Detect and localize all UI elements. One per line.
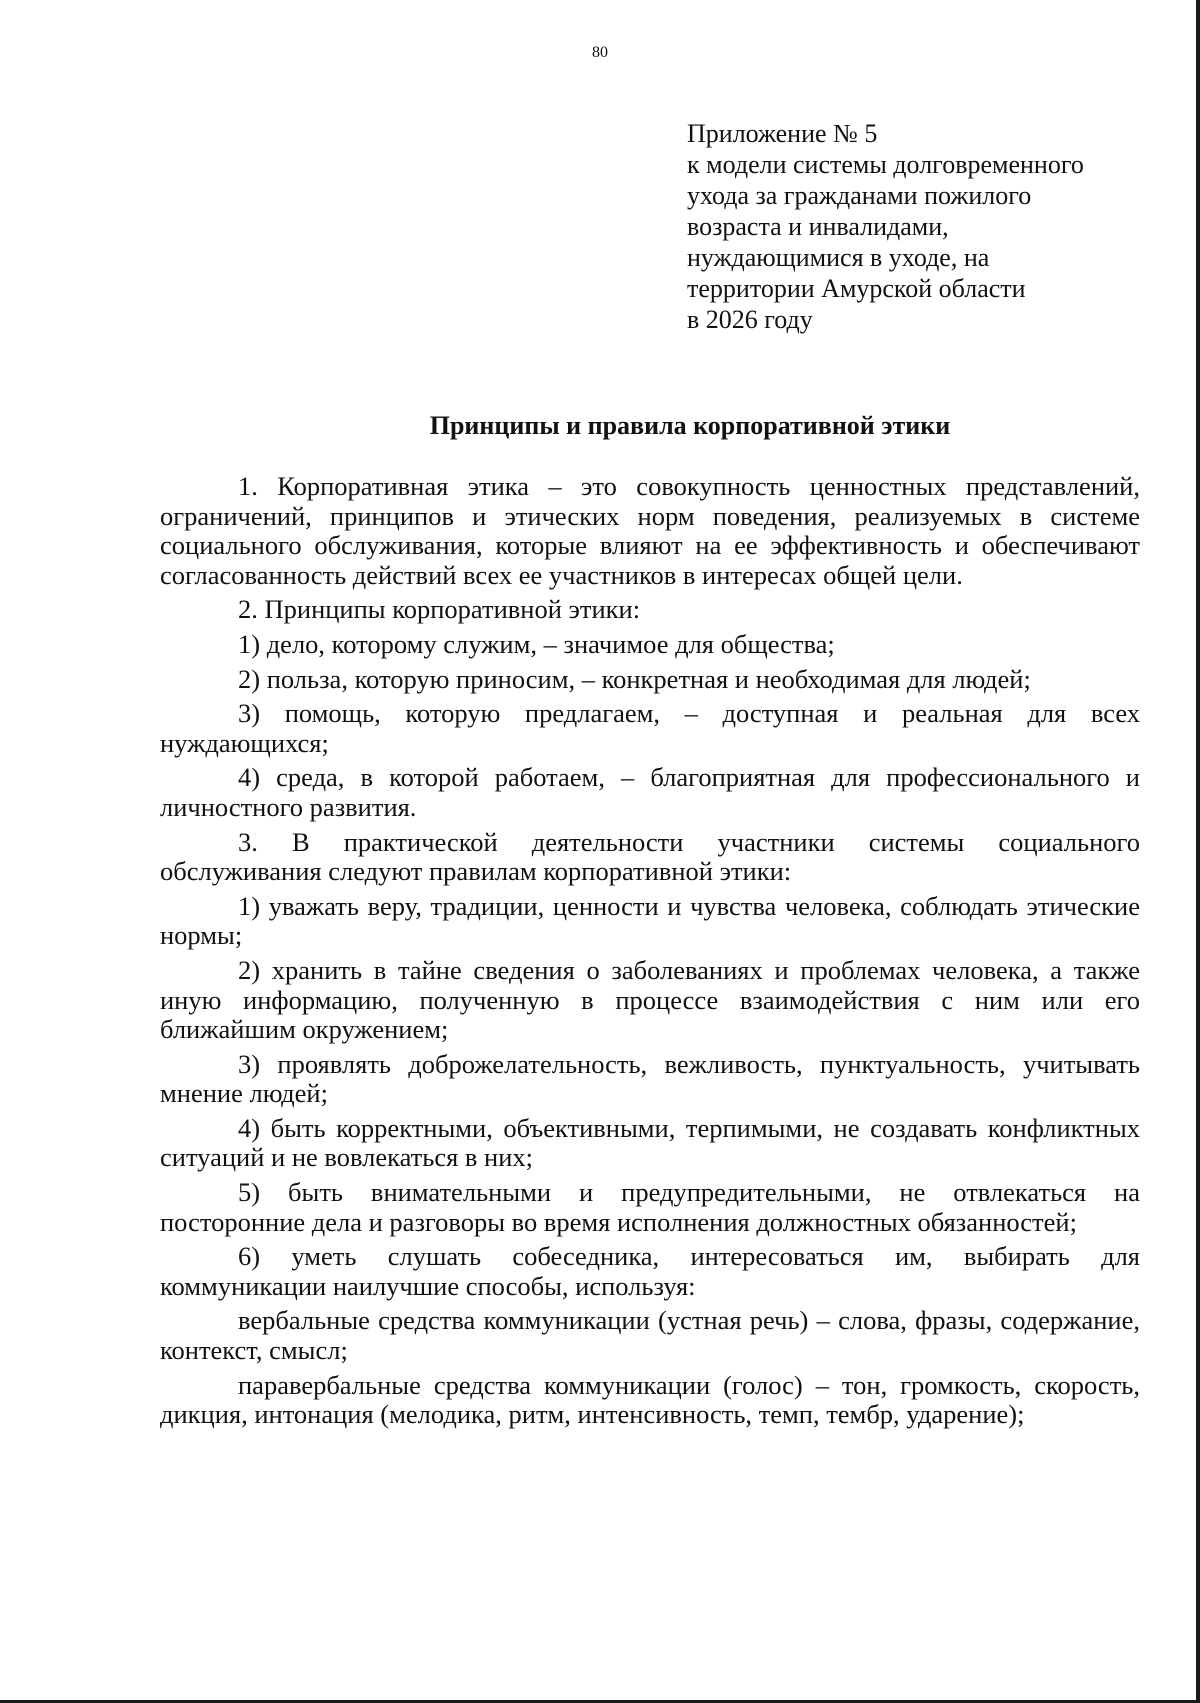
- appendix-line: ухода за гражданами пожилого: [687, 181, 1032, 210]
- rule-item: 5) быть внимательными и предупредительными, не отвлекаться на посторонние дела и разговоры во время исполнения должностных обязанностей;: [160, 1177, 1140, 1237]
- appendix-line: возраста и инвалидами,: [687, 212, 949, 241]
- paragraph-rules-heading: 3. В практической деятельности участники системы социального обслуживания следуют правилам корпоративной этики:: [160, 826, 1140, 887]
- paragraph-definition: 1. Корпоративная этика – это совокупность ценностных представлений, ограничений, принципов и этических норм поведения, реализуемых в системе социального обслуживания, которые влияют на ее эффективность и обеспечивают согласованность действий всех ее участников в интересах общей цели.: [160, 471, 1140, 590]
- paragraph-principles-heading: 2. Принципы корпоративной этики:: [238, 594, 641, 625]
- principle-item: 3) помощь, которую предлагаем, – доступная и реальная для всех нуждающихся;: [160, 698, 1140, 758]
- document-title: Принципы и правила корпоративной этики: [429, 411, 951, 440]
- appendix-header: [687, 118, 1084, 335]
- principle-item: 4) среда, в которой работаем, – благоприятная для профессионального и личностного развития.: [160, 762, 1140, 822]
- document-body: [160, 472, 1140, 1435]
- scan-edge-right: [1196, 0, 1200, 1703]
- rule-item: 6) уметь слушать собеседника, интересоваться им, выбирать для коммуникации наилучшие способы, используя:: [160, 1241, 1140, 1301]
- rule-item: 4) быть корректными, объективными, терпимыми, не создавать конфликтных ситуаций и не вовлекаться в них;: [160, 1112, 1140, 1173]
- appendix-line: в 2026 году: [687, 305, 813, 334]
- rule-item: 2) хранить в тайне сведения о заболеваниях и проблемах человека, а также иную информацию, полученную в процессе взаимодействия с ним или его ближайшим окружением;: [160, 954, 1140, 1045]
- communication-means-item: вербальные средства коммуникации (устная речь) – слова, фразы, содержание, контекст, смысл;: [160, 1305, 1140, 1366]
- principle-item: 1) дело, которому служим, – значимое для общества;: [238, 628, 835, 659]
- appendix-line: Приложение № 5: [687, 119, 878, 148]
- appendix-line: территории Амурской области: [687, 274, 1026, 303]
- rule-item: 1) уважать веру, традиции, ценности и чувства человека, соблюдать этические нормы;: [160, 890, 1140, 951]
- appendix-line: к модели системы долговременного: [687, 150, 1084, 179]
- principle-item: 2) польза, которую приносим, – конкретная и необходимая для людей;: [238, 663, 1031, 694]
- appendix-line: нуждающимися в уходе, на: [687, 243, 990, 272]
- rule-item: 3) проявлять доброжелательность, вежливость, пунктуальность, учитывать мнение людей;: [160, 1048, 1140, 1109]
- page-number: 80: [592, 44, 608, 61]
- communication-means-item: паравербальные средства коммуникации (голос) – тон, громкость, скорость, дикция, интонация (мелодика, ритм, интенсивность, темп, тембр, ударение);: [160, 1369, 1140, 1430]
